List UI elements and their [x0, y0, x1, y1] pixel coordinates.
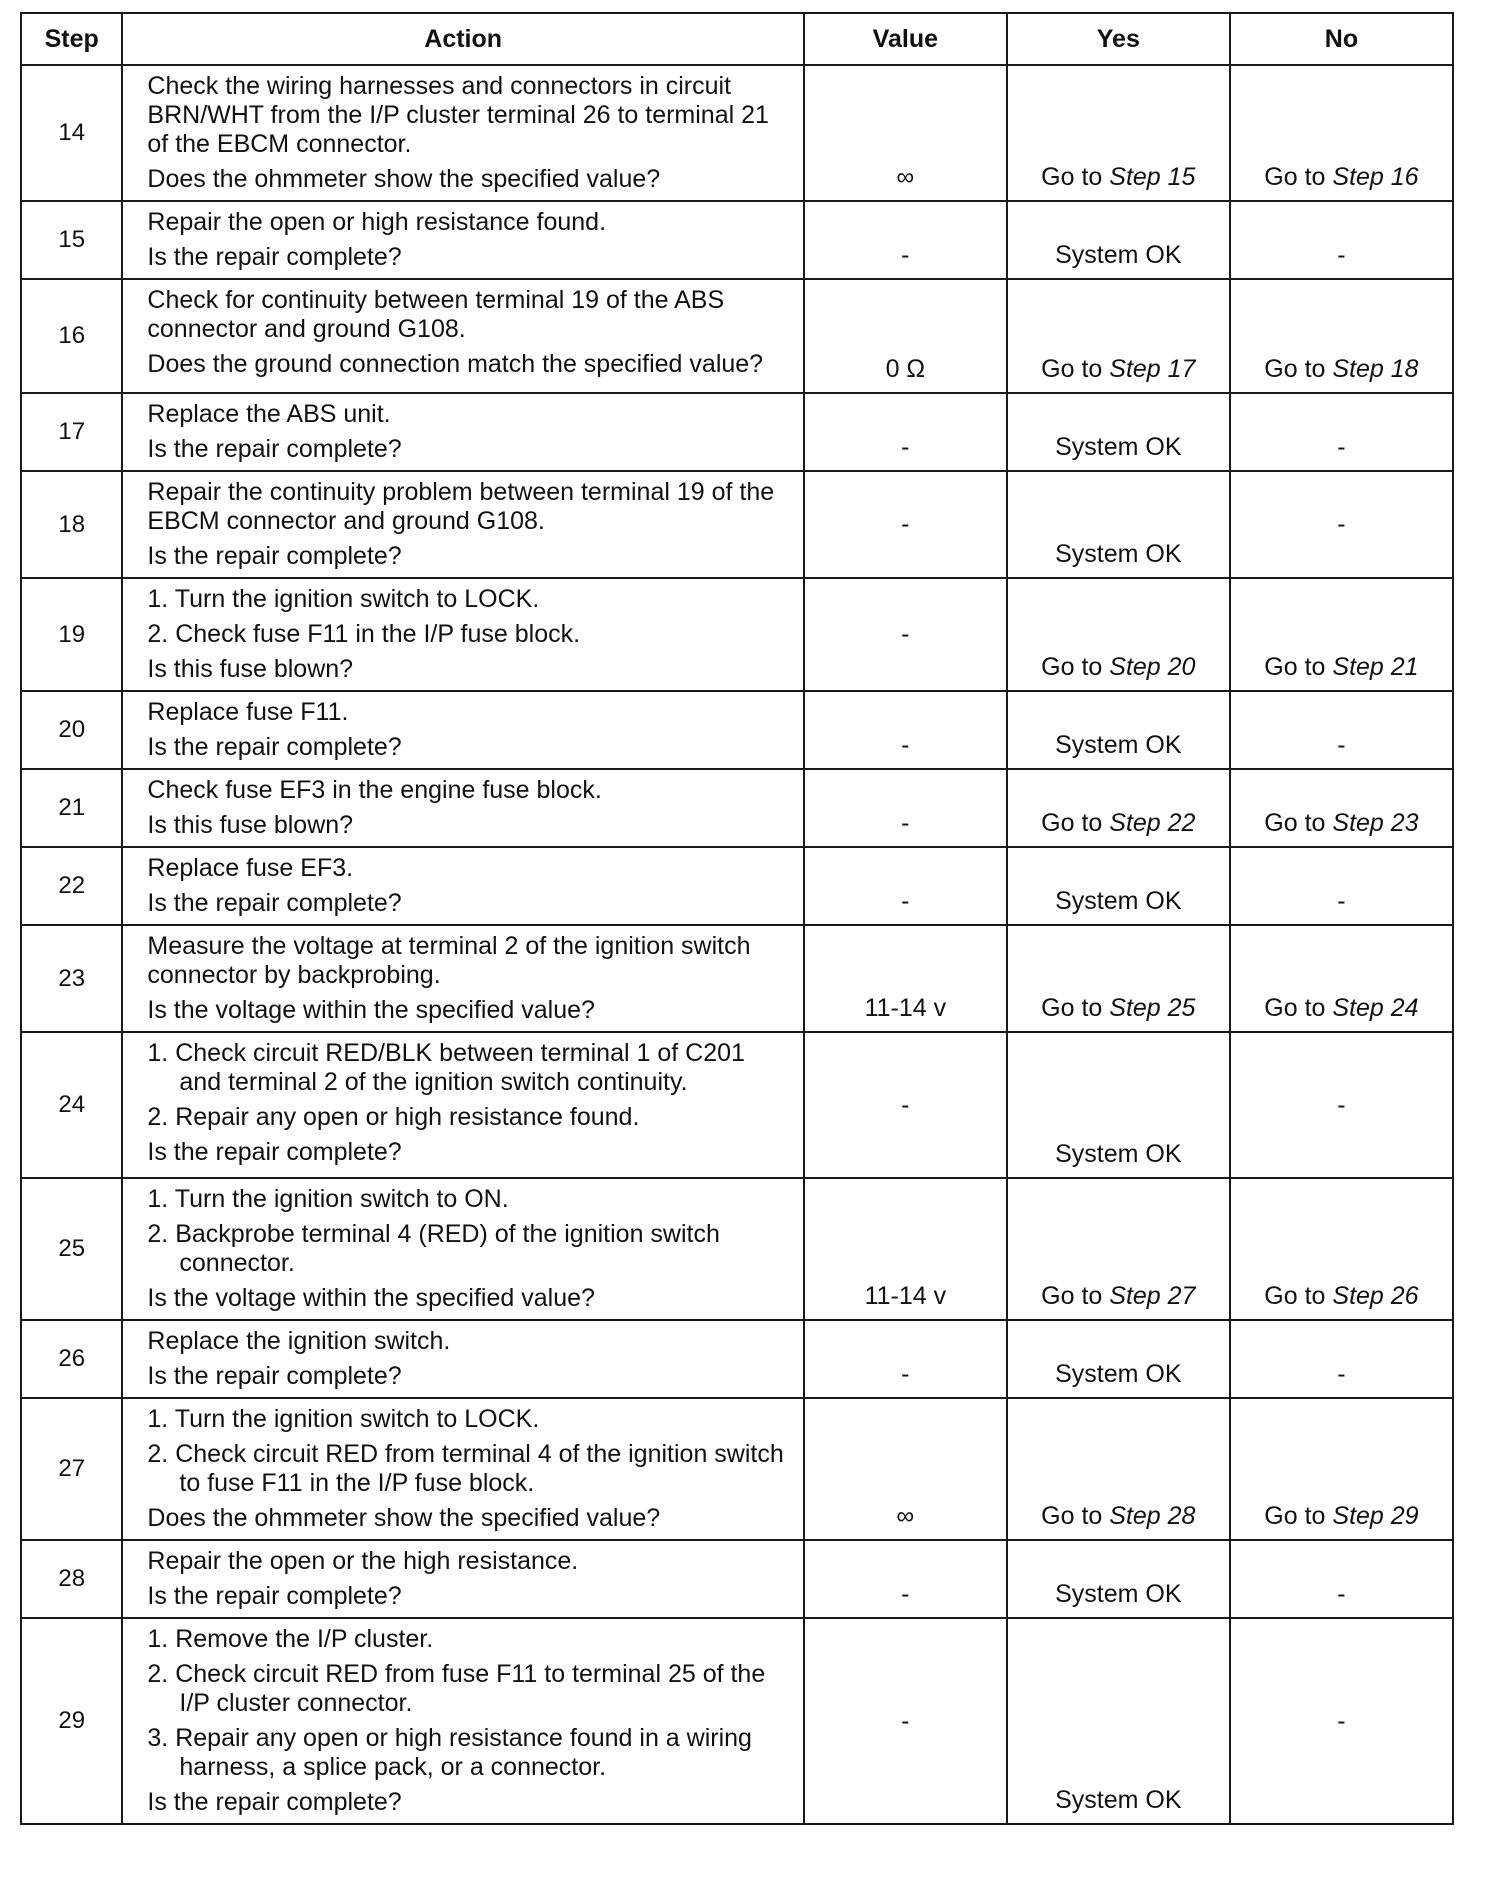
value-cell: -: [804, 393, 1007, 471]
result-text: -: [1337, 1580, 1346, 1608]
result-text: System OK: [1055, 1580, 1182, 1608]
action-text: Is the repair complete?: [147, 1138, 402, 1166]
action-cell: [122, 471, 804, 578]
action-text: Is the repair complete?: [147, 889, 402, 917]
yes-cell: [1007, 1540, 1230, 1618]
step-reference: Step 26: [1332, 1282, 1419, 1310]
table-row: [21, 769, 1453, 847]
action-step-item: 2. Backprobe terminal 4 (RED) of the ignition switch connector.: [147, 1220, 720, 1277]
step-reference: Step 18: [1332, 355, 1419, 383]
action-step-item: 1. Turn the ignition switch to ON.: [147, 1185, 509, 1213]
table-row: [21, 471, 1453, 578]
step-number: 24: [21, 1032, 122, 1178]
table-row: [21, 1032, 1453, 1178]
diagnostic-table-page: [20, 12, 1454, 1825]
action-step-item: 3. Repair any open or high resistance found in a wiring harness, a splice pack, or a connector.: [147, 1724, 752, 1781]
value-cell: ∞: [804, 1398, 1007, 1540]
action-cell: [122, 578, 804, 691]
action-step-item: 2. Check circuit RED from fuse F11 to terminal 25 of the I/P cluster connector.: [147, 1660, 766, 1717]
action-text: Does the ground connection match the specified value?: [147, 350, 764, 378]
diagnostic-table: [20, 12, 1454, 1825]
action-cell: [122, 65, 804, 201]
table-body: [21, 65, 1453, 1824]
action-cell: [122, 1618, 804, 1824]
result-text: System OK: [1055, 1786, 1182, 1814]
action-cell: [122, 1398, 804, 1540]
goto-label: Go to: [1264, 1502, 1326, 1530]
table-row: [21, 691, 1453, 769]
header-action: Action: [122, 13, 804, 65]
table-row: [21, 201, 1453, 279]
goto-label: Go to: [1041, 994, 1103, 1022]
action-cell: [122, 279, 804, 393]
header-yes: Yes: [1007, 13, 1230, 65]
goto-label: Go to: [1264, 809, 1326, 837]
action-text: Does the ohmmeter show the specified value?: [147, 1504, 661, 1532]
action-text: Replace fuse EF3.: [147, 854, 354, 882]
action-step-item: 1. Remove the I/P cluster.: [147, 1625, 434, 1653]
result-text: System OK: [1055, 1360, 1182, 1388]
goto-label: Go to: [1041, 653, 1103, 681]
action-cell: [122, 1540, 804, 1618]
step-number: 22: [21, 847, 122, 925]
no-cell: [1230, 925, 1453, 1032]
action-cell: [122, 925, 804, 1032]
no-cell: [1230, 1618, 1453, 1824]
goto-label: Go to: [1041, 809, 1103, 837]
result-text: -: [1337, 887, 1346, 915]
header-no: No: [1230, 13, 1453, 65]
action-step-item: 2. Check circuit RED from terminal 4 of the ignition switch to fuse F11 in the I/P fuse block.: [147, 1440, 784, 1497]
table-row: [21, 1320, 1453, 1398]
no-cell: [1230, 1032, 1453, 1178]
yes-cell: [1007, 578, 1230, 691]
yes-cell: [1007, 279, 1230, 393]
action-text: Is the voltage within the specified value?: [147, 1284, 595, 1312]
no-cell: [1230, 1178, 1453, 1320]
action-step-item: 1. Turn the ignition switch to LOCK.: [147, 585, 540, 613]
result-text: System OK: [1055, 433, 1182, 461]
step-number: 23: [21, 925, 122, 1032]
result-text: -: [1337, 731, 1346, 759]
no-cell: [1230, 471, 1453, 578]
action-text: Does the ohmmeter show the specified value?: [147, 165, 661, 193]
result-text: -: [1337, 510, 1346, 538]
goto-label: Go to: [1264, 355, 1326, 383]
table-row: [21, 1540, 1453, 1618]
action-text: Is the repair complete?: [147, 243, 402, 271]
action-cell: [122, 847, 804, 925]
yes-cell: [1007, 65, 1230, 201]
result-text: System OK: [1055, 887, 1182, 915]
value-cell: -: [804, 691, 1007, 769]
action-text: Measure the voltage at terminal 2 of the ignition switch connector by backprobing.: [147, 932, 751, 989]
action-text: Replace fuse F11.: [147, 698, 349, 726]
step-number: 15: [21, 201, 122, 279]
result-text: System OK: [1055, 540, 1182, 568]
no-cell: [1230, 1398, 1453, 1540]
action-text: Repair the continuity problem between terminal 19 of the EBCM connector and ground G108.: [147, 478, 775, 535]
action-text: Check for continuity between terminal 19 of the ABS connector and ground G108.: [147, 286, 725, 343]
goto-label: Go to: [1264, 653, 1326, 681]
action-text: Is the repair complete?: [147, 1788, 402, 1816]
yes-cell: [1007, 1032, 1230, 1178]
action-text: Replace the ignition switch.: [147, 1327, 451, 1355]
table-row: [21, 925, 1453, 1032]
action-text: Repair the open or high resistance found.: [147, 208, 607, 236]
table-row: [21, 279, 1453, 393]
value-cell: -: [804, 1618, 1007, 1824]
step-number: 17: [21, 393, 122, 471]
step-number: 21: [21, 769, 122, 847]
action-text: Repair the open or the high resistance.: [147, 1547, 579, 1575]
table-row: [21, 578, 1453, 691]
step-number: 29: [21, 1618, 122, 1824]
yes-cell: [1007, 1178, 1230, 1320]
goto-label: Go to: [1264, 1282, 1326, 1310]
result-text: -: [1337, 1090, 1346, 1119]
step-number: 19: [21, 578, 122, 691]
value-cell: -: [804, 847, 1007, 925]
action-text: Is the voltage within the specified value?: [147, 996, 595, 1024]
action-cell: [122, 1320, 804, 1398]
result-text: System OK: [1055, 731, 1182, 759]
step-reference: Step 29: [1332, 1502, 1419, 1530]
no-cell: [1230, 1540, 1453, 1618]
step-reference: Step 22: [1109, 809, 1196, 837]
value-cell: -: [804, 471, 1007, 578]
action-text: Is the repair complete?: [147, 542, 402, 570]
no-cell: [1230, 691, 1453, 769]
goto-label: Go to: [1264, 163, 1326, 191]
action-text: Is the repair complete?: [147, 733, 402, 761]
step-reference: Step 15: [1109, 163, 1196, 191]
yes-cell: [1007, 847, 1230, 925]
action-text: Is the repair complete?: [147, 1582, 402, 1610]
step-number: 25: [21, 1178, 122, 1320]
no-cell: [1230, 393, 1453, 471]
step-reference: Step 24: [1332, 994, 1419, 1022]
value-cell: -: [804, 769, 1007, 847]
no-cell: [1230, 65, 1453, 201]
action-cell: [122, 769, 804, 847]
result-text: -: [1337, 1360, 1346, 1388]
action-text: Is this fuse blown?: [147, 811, 354, 839]
step-reference: Step 25: [1109, 994, 1196, 1022]
goto-label: Go to: [1041, 163, 1103, 191]
step-reference: Step 23: [1332, 809, 1419, 837]
yes-cell: [1007, 925, 1230, 1032]
value-cell: -: [804, 578, 1007, 691]
action-text: Replace the ABS unit.: [147, 400, 391, 428]
table-row: [21, 1178, 1453, 1320]
result-text: -: [1337, 1706, 1346, 1735]
action-step-item: 2. Check fuse F11 in the I/P fuse block.: [147, 620, 581, 648]
header-row: [21, 13, 1453, 65]
action-cell: [122, 1178, 804, 1320]
header-value: Value: [804, 13, 1007, 65]
value-cell: -: [804, 1320, 1007, 1398]
goto-label: Go to: [1041, 1282, 1103, 1310]
step-reference: Step 20: [1109, 653, 1196, 681]
action-cell: [122, 201, 804, 279]
no-cell: [1230, 578, 1453, 691]
result-text: System OK: [1055, 241, 1182, 269]
result-text: System OK: [1055, 1140, 1182, 1168]
yes-cell: [1007, 1398, 1230, 1540]
action-step-item: 2. Repair any open or high resistance found.: [147, 1103, 640, 1131]
no-cell: [1230, 1320, 1453, 1398]
no-cell: [1230, 279, 1453, 393]
action-cell: [122, 1032, 804, 1178]
step-number: 28: [21, 1540, 122, 1618]
step-reference: Step 28: [1109, 1502, 1196, 1530]
value-cell: -: [804, 1032, 1007, 1178]
action-cell: [122, 393, 804, 471]
value-cell: 11-14 v: [804, 925, 1007, 1032]
yes-cell: [1007, 393, 1230, 471]
no-cell: [1230, 201, 1453, 279]
step-reference: Step 21: [1332, 653, 1419, 681]
no-cell: [1230, 769, 1453, 847]
step-number: 27: [21, 1398, 122, 1540]
action-step-item: 1. Turn the ignition switch to LOCK.: [147, 1405, 540, 1433]
header-step: Step: [21, 13, 122, 65]
step-reference: Step 17: [1109, 355, 1196, 383]
action-cell: [122, 691, 804, 769]
yes-cell: [1007, 1618, 1230, 1824]
action-text: Check fuse EF3 in the engine fuse block.: [147, 776, 602, 804]
yes-cell: [1007, 201, 1230, 279]
step-number: 20: [21, 691, 122, 769]
step-number: 26: [21, 1320, 122, 1398]
yes-cell: [1007, 471, 1230, 578]
step-number: 18: [21, 471, 122, 578]
goto-label: Go to: [1264, 994, 1326, 1022]
table-row: [21, 1618, 1453, 1824]
result-text: -: [1337, 241, 1346, 269]
action-text: Check the wiring harnesses and connectors in circuit BRN/WHT from the I/P cluster terminal 26 to terminal 21 of the EBCM connector.: [147, 72, 769, 158]
action-step-item: 1. Check circuit RED/BLK between terminal 1 of C201 and terminal 2 of the ignition switch continuity.: [147, 1039, 745, 1096]
action-text: Is this fuse blown?: [147, 655, 354, 683]
step-reference: Step 16: [1332, 163, 1419, 191]
value-cell: 11-14 v: [804, 1178, 1007, 1320]
value-cell: -: [804, 201, 1007, 279]
yes-cell: [1007, 1320, 1230, 1398]
step-number: 14: [21, 65, 122, 201]
table-row: [21, 65, 1453, 201]
action-text: Is the repair complete?: [147, 435, 402, 463]
value-cell: -: [804, 1540, 1007, 1618]
step-number: 16: [21, 279, 122, 393]
table-row: [21, 847, 1453, 925]
table-row: [21, 393, 1453, 471]
step-reference: Step 27: [1109, 1282, 1196, 1310]
table-row: [21, 1398, 1453, 1540]
action-text: Is the repair complete?: [147, 1362, 402, 1390]
goto-label: Go to: [1041, 355, 1103, 383]
yes-cell: [1007, 769, 1230, 847]
value-cell: 0 Ω: [804, 279, 1007, 393]
result-text: -: [1337, 433, 1346, 461]
no-cell: [1230, 847, 1453, 925]
yes-cell: [1007, 691, 1230, 769]
goto-label: Go to: [1041, 1502, 1103, 1530]
value-cell: ∞: [804, 65, 1007, 201]
